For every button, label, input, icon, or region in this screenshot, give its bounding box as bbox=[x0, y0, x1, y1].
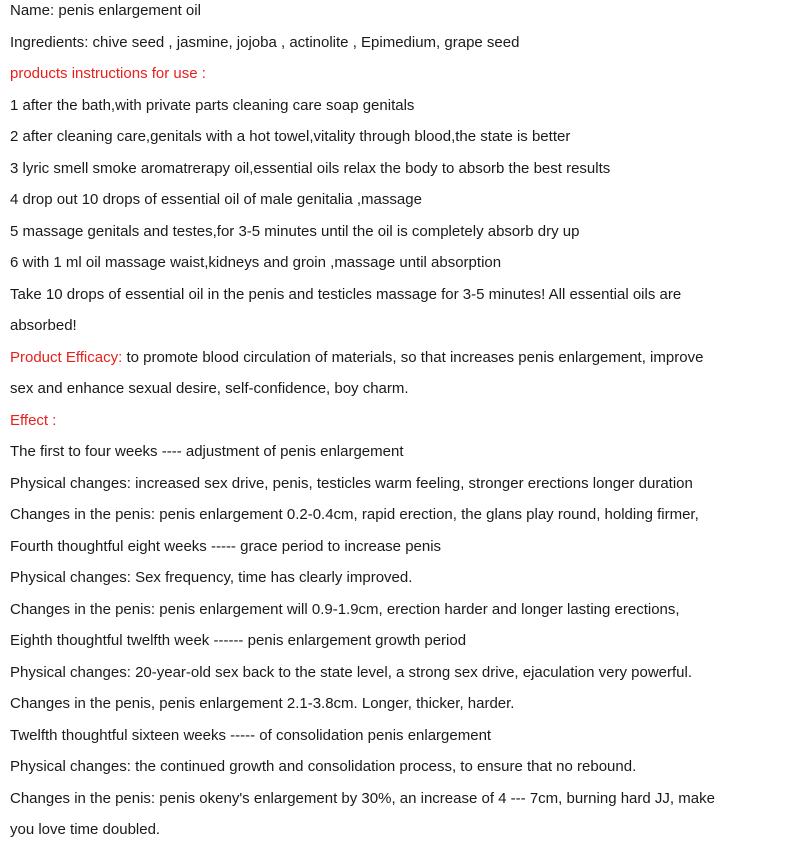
effect-line: Eighth thoughtful twelfth week ------ penis enlargement growth period bbox=[10, 632, 467, 649]
effect-line: Physical changes: increased sex drive, penis, testicles warm feeling, stronger erections longer duration bbox=[10, 474, 693, 492]
instruction-step: 2 after cleaning care,genitals with a hot towel,vitality through blood,the state is better bbox=[10, 128, 571, 145]
efficacy-text: to promote blood circulation of materials, so that increases penis enlargement, improve bbox=[122, 348, 704, 366]
effect-line: Changes in the penis: penis enlargement will 0.9-1.9cm, erection harder and longer lasting erections, bbox=[10, 600, 680, 618]
effect-line: Changes in the penis, penis enlargement 2.1-3.8cm. Longer, thicker, harder. bbox=[10, 695, 515, 712]
drops-note-line: Take 10 drops of essential oil in the penis and testicles massage for 3-5 minutes! All essential oils are bbox=[10, 285, 682, 303]
effect-line: Twelfth thoughtful sixteen weeks ----- of consolidation penis enlargement bbox=[10, 726, 492, 744]
effect-line: The first to four weeks ---- adjustment of penis enlargement bbox=[10, 443, 404, 460]
effect-line: Changes in the penis: penis enlargement 0.2-0.4cm, rapid erection, the glans play round, holding firmer, bbox=[10, 506, 699, 523]
instruction-step: 6 with 1 ml oil massage waist,kidneys and groin ,massage until absorption bbox=[10, 254, 502, 271]
effect-line: Fourth thoughtful eight weeks ----- grace period to increase penis bbox=[10, 537, 442, 555]
efficacy-label: Product Efficacy: bbox=[10, 348, 123, 366]
instruction-step: 3 lyric smell smoke aromatrerapy oil,essential oils relax the body to absorb the best results bbox=[10, 159, 611, 177]
instruction-step: 1 after the bath,with private parts cleaning care soap genitals bbox=[10, 96, 415, 114]
efficacy-line bbox=[10, 342, 790, 374]
effect-heading: Effect : bbox=[10, 411, 57, 429]
instruction-step: 4 drop out 10 drops of essential oil of male genitalia ,massage bbox=[10, 191, 422, 208]
effect-line: Physical changes: Sex frequency, time has clearly improved. bbox=[10, 569, 413, 586]
instructions-heading: products instructions for use : bbox=[10, 65, 206, 82]
effect-line: Physical changes: 20-year-old sex back to the state level, a strong sex drive, ejaculation very powerful. bbox=[10, 663, 693, 681]
product-name-line: Name: penis enlargement oil bbox=[10, 2, 201, 19]
product-description bbox=[10, 0, 790, 846]
effect-line: you love time doubled. bbox=[10, 821, 161, 838]
drops-note-line: absorbed! bbox=[10, 317, 77, 334]
efficacy-text-continued: sex and enhance sexual desire, self-confidence, boy charm. bbox=[10, 380, 409, 397]
instruction-step: 5 massage genitals and testes,for 3-5 minutes until the oil is completely absorb dry up bbox=[10, 222, 580, 240]
effect-line: Physical changes: the continued growth and consolidation process, to ensure that no rebound. bbox=[10, 758, 637, 775]
effect-line: Changes in the penis: penis okeny's enlargement by 30%, an increase of 4 --- 7cm, burning hard JJ, make bbox=[10, 789, 715, 807]
ingredients-line: Ingredients: chive seed , jasmine, jojoba , actinolite , Epimedium, grape seed bbox=[10, 33, 520, 51]
